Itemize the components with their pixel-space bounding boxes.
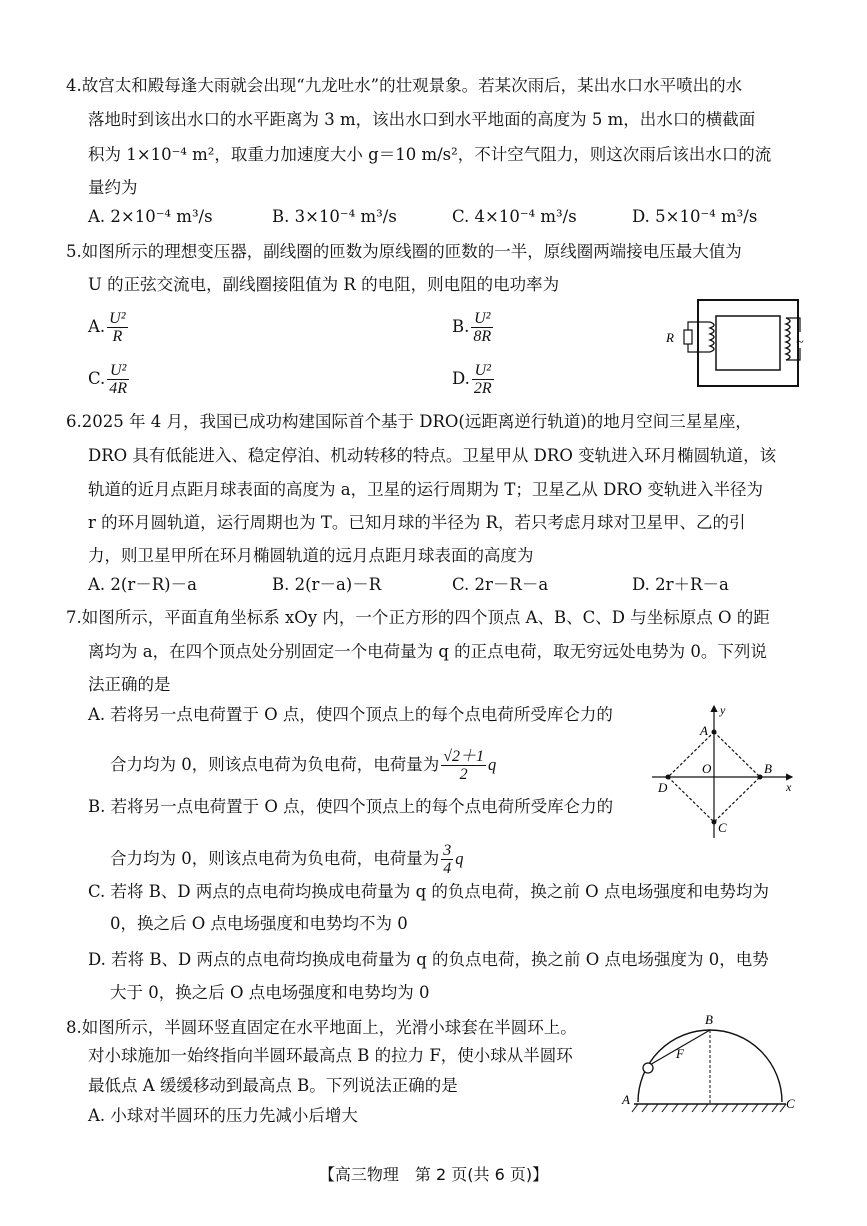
axis-x-label: x bbox=[786, 780, 792, 794]
q7-option-b-line-2: 合力均为 0，则该点电荷为负电荷，电荷量为 $\frac{3}{4}$ q bbox=[110, 842, 464, 877]
origin-label: O bbox=[702, 761, 712, 776]
q5-option-a-fraction: $\frac{\text{U²}}{R}$ bbox=[109, 310, 126, 345]
ac-source-icon: ~ bbox=[796, 335, 804, 350]
q6-option-c: C. 2r－R－a bbox=[452, 575, 549, 594]
q7-option-a-line-1: A. 若将另一点电荷置于 O 点，使四个顶点上的每个点电荷所受库仑力的 bbox=[88, 705, 613, 724]
q4-line-1: 4.故宫太和殿每逢大雨就会出现“九龙吐水”的壮观景象。若某次雨后，某出水口水平喷出的水 bbox=[66, 76, 743, 95]
q4-option-a: A. 2×10⁻⁴ m³/s bbox=[88, 207, 213, 226]
vertex-d-label: D bbox=[658, 780, 668, 795]
square-charges-diagram bbox=[648, 702, 798, 842]
point-b-label: B bbox=[705, 1012, 713, 1027]
q4-line-4: 量约为 bbox=[88, 178, 138, 197]
q6-option-b: B. 2(r－a)－R bbox=[272, 575, 382, 594]
q6-line-5: 力，则卫星甲所在环月椭圆轨道的远月点距月球表面的高度为 bbox=[88, 546, 534, 565]
vertex-a-label: A bbox=[700, 723, 708, 738]
q6-option-d: D. 2r＋R－a bbox=[632, 575, 729, 594]
q6-line-2: DRO 具有低能进入、稳定停泊、机动转移的特点。卫星甲从 DRO 变轨进入环月椭圆轨道，该 bbox=[88, 446, 777, 465]
q7-option-a-fraction: $\frac{√2+1}{2}$ bbox=[443, 748, 485, 783]
semicircle-diagram bbox=[620, 1010, 800, 1120]
vertex-b-label: B bbox=[764, 761, 772, 776]
point-a-label: A bbox=[622, 1092, 630, 1107]
q5-option-b: B. $\frac{\text{U²}}{8R}$ bbox=[452, 310, 492, 345]
q5-option-c-fraction: $\frac{\text{U²}}{4R}$ bbox=[109, 362, 128, 397]
q8-line-1: 8.如图所示，半圆环竖直固定在水平地面上，光滑小球套在半圆环上。 bbox=[66, 1018, 577, 1037]
q5-line-1: 5.如图所示的理想变压器，副线圈的匝数为原线圈的匝数的一半，原线圈两端接电压最大值为 bbox=[66, 242, 742, 261]
q5-option-a: A. $\frac{\text{U²}}{R}$ bbox=[88, 310, 126, 345]
label-r: R bbox=[666, 330, 674, 345]
q7-line-3: 法正确的是 bbox=[88, 675, 171, 694]
q6-line-1: 6.2025 年 4 月，我国已成功构建国际首个基于 DRO(远距离逆行轨道)的地月空间三星星座， bbox=[66, 412, 752, 431]
q7-option-a-line-2: 合力均为 0，则该点电荷为负电荷，电荷量为 $\frac{√2+1}{2}$ q bbox=[110, 748, 497, 783]
q7-option-c-line-2: 0，换之后 O 点电场强度和电势均不为 0 bbox=[110, 914, 408, 933]
q8-line-2: 对小球施加一始终指向半圆环最高点 B 的拉力 F，使小球从半圆环 bbox=[88, 1046, 573, 1065]
vertex-c-label: C bbox=[718, 820, 727, 835]
q5-option-b-fraction: $\frac{\text{U²}}{8R}$ bbox=[473, 310, 492, 345]
q7-line-2: 离均为 a，在四个顶点处分别固定一个电荷量为 q 的正点电荷，取无穷远处电势为 0。下列说 bbox=[88, 642, 767, 661]
q7-option-c-line-1: C. 若将 B、D 两点的点电荷均换成电荷量为 q 的负点电荷，换之前 O 点电场强度和电势均为 bbox=[88, 882, 769, 901]
resistor-r bbox=[684, 330, 692, 344]
q7-option-d-line-2: 大于 0，换之后 O 点电场强度和电势均为 0 bbox=[110, 983, 430, 1002]
axis-y-label: y bbox=[720, 703, 726, 717]
q7-option-b-fraction: $\frac{3}{4}$ bbox=[443, 842, 452, 877]
q6-option-a: A. 2(r－R)－a bbox=[88, 575, 197, 594]
q5-option-d-fraction: $\frac{\text{U²}}{2R}$ bbox=[473, 362, 492, 397]
q6-line-3: 轨道的近月点距月球表面的高度为 a，卫星的运行周期为 T；卫星乙从 DRO 变轨进入半径为 bbox=[88, 480, 764, 499]
q4-option-d: D. 5×10⁻⁴ m³/s bbox=[632, 207, 758, 226]
q5-option-c: C. $\frac{\text{U²}}{4R}$ bbox=[88, 362, 128, 397]
ball bbox=[643, 1063, 653, 1073]
q7-option-d-line-1: D. 若将 B、D 两点的点电荷均换成电荷量为 q 的负点电荷，换之前 O 点电场强度为 0，电势 bbox=[88, 950, 769, 969]
q4-option-c: C. 4×10⁻⁴ m³/s bbox=[452, 207, 577, 226]
force-f-label: F bbox=[676, 1046, 684, 1061]
page-footer: 【高三物理 第 2 页(共 6 页)】 bbox=[318, 1165, 549, 1184]
q8-line-4: A. 小球对半圆环的压力先减小后增大 bbox=[88, 1106, 358, 1125]
q4-line-2: 落地时到该出水口的水平距离为 3 m，该出水口到水平地面的高度为 5 m，出水口的横截面 bbox=[88, 110, 756, 129]
point-c-label: C bbox=[786, 1096, 795, 1111]
transformer-diagram bbox=[660, 296, 810, 392]
q5-option-d: D. $\frac{\text{U²}}{2R}$ bbox=[452, 362, 492, 397]
q7-option-b-line-1: B. 若将另一点电荷置于 O 点，使四个顶点上的每个点电荷所受库仑力的 bbox=[88, 797, 614, 816]
q4-option-b: B. 3×10⁻⁴ m³/s bbox=[272, 207, 397, 226]
q4-line-3: 积为 1×10⁻⁴ m²，取重力加速度大小 g＝10 m/s²，不计空气阻力，则这次雨后该出水口的流 bbox=[88, 145, 772, 164]
q6-line-4: r 的环月圆轨道，运行周期也为 T。已知月球的半径为 R，若只考虑月球对卫星甲、乙的引 bbox=[88, 513, 746, 532]
q8-line-3: 最低点 A 缓缓移动到最高点 B。下列说法正确的是 bbox=[88, 1076, 458, 1095]
q7-line-1: 7.如图所示，平面直角坐标系 xOy 内，一个正方形的四个顶点 A、B、C、D 与坐标原点 O 的距 bbox=[66, 608, 770, 627]
q5-line-2: U 的正弦交流电，副线圈接阻值为 R 的电阻，则电阻的电功率为 bbox=[88, 275, 560, 294]
